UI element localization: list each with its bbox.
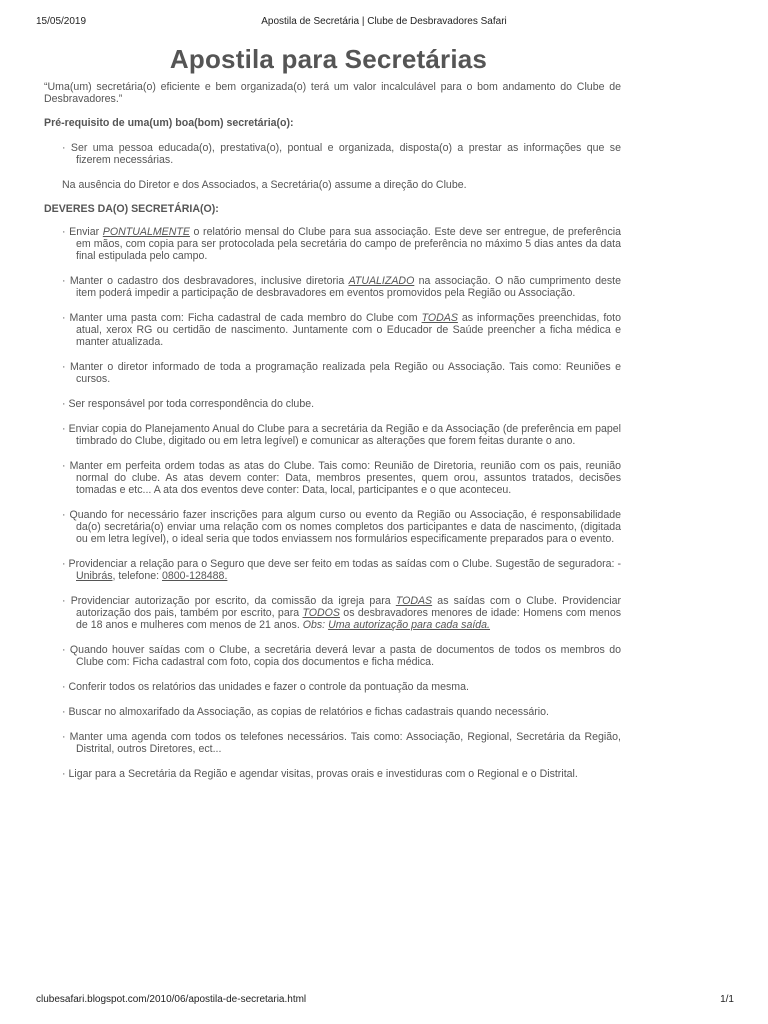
duties-heading: DEVERES DA(O) SECRETÁRIA(O): — [44, 203, 219, 215]
duty-text: · Manter uma pasta com: Ficha cadastral de cada membro do Clube com — [62, 312, 422, 324]
duty-item — [62, 275, 621, 299]
duty-text: · Providenciar autorização por escrito, da comissão da igreja para — [62, 595, 396, 607]
duty-text: · Providenciar a relação para o Seguro que deve ser feito em todas as saídas com o Clube. Sugestão de seguradora: - — [62, 558, 621, 570]
duty-item: · Ligar para a Secretária da Região e agendar visitas, provas orais e investiduras com o Regional e o Distrital. — [62, 768, 578, 780]
duty-text: na associação. O não cumprimento deste item poderá impedir a participação de desbravadores em eventos promovidos pela Região ou Associação. — [76, 275, 622, 299]
page-title: Apostila para Secretárias — [169, 44, 488, 74]
obs-label: Obs: — [302, 619, 326, 631]
emphasis-link[interactable]: PONTUALMENTE — [102, 226, 190, 238]
print-footer-url: clubesafari.blogspot.com/2010/06/apostila-de-secretaria.html — [36, 994, 307, 1005]
duty-item: · Manter uma agenda com todos os telefones necessários. Tais como: Associação, Regional, Secretária da Região, Distrital, outros Diretores, ect... — [62, 731, 621, 755]
absence-note: Na ausência do Diretor e dos Associados, a Secretária(o) assume a direção do Clube. — [62, 179, 467, 191]
prereq-item: · Ser uma pessoa educada(o), prestativa(o), pontual e organizada, disposta(o) a prestar as informações que se fizerem necessárias. — [62, 142, 621, 166]
duty-text: · Manter o cadastro dos desbravadores, inclusive diretoria — [62, 275, 349, 287]
emphasis-link[interactable]: ATUALIZADO — [348, 275, 415, 287]
page-number: 1/1 — [720, 994, 734, 1005]
duty-item: · Conferir todos os relatórios das unidades e fazer o controle da pontuação da mesma. — [62, 681, 469, 693]
duty-text: , telefone: — [112, 570, 162, 582]
print-header-title: Apostila de Secretária | Clube de Desbravadores Safari — [261, 16, 507, 27]
print-date: 15/05/2019 — [36, 16, 87, 27]
document-body — [36, 40, 621, 780]
duty-item — [62, 558, 621, 582]
emphasis-link[interactable]: TODAS — [395, 595, 433, 607]
duty-text: as informações preenchidas, foto atual, xerox RG ou certidão de nascimento. Juntamente com o Educador de Saúde preencher a ficha médica e manter atualizada. — [76, 312, 621, 348]
duty-item: · Manter o diretor informado de toda a programação realizada pela Região ou Associação. Tais como: Reuniões e cursos. — [62, 361, 621, 385]
duty-text: os desbravadores menores de idade: Homens com menos de 18 anos e mulheres com menos de 21 anos. — [76, 607, 622, 631]
emphasis-link[interactable]: TODAS — [421, 312, 458, 324]
phone-link[interactable]: 0800-128488. — [162, 570, 228, 582]
duty-item — [62, 595, 621, 631]
intro-quote: “Uma(um) secretária(o) eficiente e bem organizada(o) terá um valor incalculável para o bom andamento do Clube de Desbravadores.” — [44, 81, 621, 105]
authorization-note-link[interactable]: Uma autorização para cada saída. — [328, 619, 491, 631]
duty-item: · Buscar no almoxarifado da Associação, as copias de relatórios e fichas cadastrais quando necessário. — [62, 706, 549, 718]
prereq-heading: Pré-requisito de uma(um) boa(bom) secretária(o): — [44, 117, 294, 129]
duty-text: o relatório mensal do Clube para sua associação. Este deve ser entregue, de preferência em mãos, com copia para ser protocolada pela secretária do campo de preferência no máximo 5 dias antes da data final estipulada pelo campo. — [76, 226, 621, 262]
duty-item — [62, 312, 621, 348]
duty-item: · Manter em perfeita ordem todas as atas do Clube. Tais como: Reunião de Diretoria, reunião com os pais, reunião normal do clube. As atas devem conter: Data, membros presentes, quem orou, assuntos tratados, decisões tomadas e etc... A ata dos eventos deve conter: Data, local, participantes e o que aconteceu. — [62, 460, 621, 496]
duty-item: · Quando for necessário fazer inscrições para algum curso ou evento da Região ou Associação, é responsabilidade da(o) secretária(o) enviar uma relação com os nomes completos dos participantes e data de nascimento, (digitada ou em letra legível), o ideal seria que todos enviassem nos formulários especificamente preparados para o evento. — [62, 509, 621, 545]
duty-text: · Enviar — [62, 226, 103, 238]
duty-item: · Quando houver saídas com o Clube, a secretária deverá levar a pasta de documentos de todos os membros do Clube com: Ficha cadastral com foto, copia dos documentos e ficha médica. — [62, 644, 621, 668]
emphasis-link[interactable]: TODOS — [302, 607, 340, 619]
duty-item: · Enviar copia do Planejamento Anual do Clube para a secretária da Região e da Associação (de preferência em papel timbrado do Clube, digitado ou em letra legível) e comunicar as alterações que forem feitas durante o ano. — [62, 423, 621, 447]
duty-item — [62, 226, 621, 262]
insurer-link[interactable]: Unibrás — [76, 570, 113, 582]
duty-item: · Ser responsável por toda correspondência do clube. — [62, 398, 315, 410]
duty-text: as saídas com o Clube. Providenciar autorização dos pais, também por escrito, para — [76, 595, 621, 619]
